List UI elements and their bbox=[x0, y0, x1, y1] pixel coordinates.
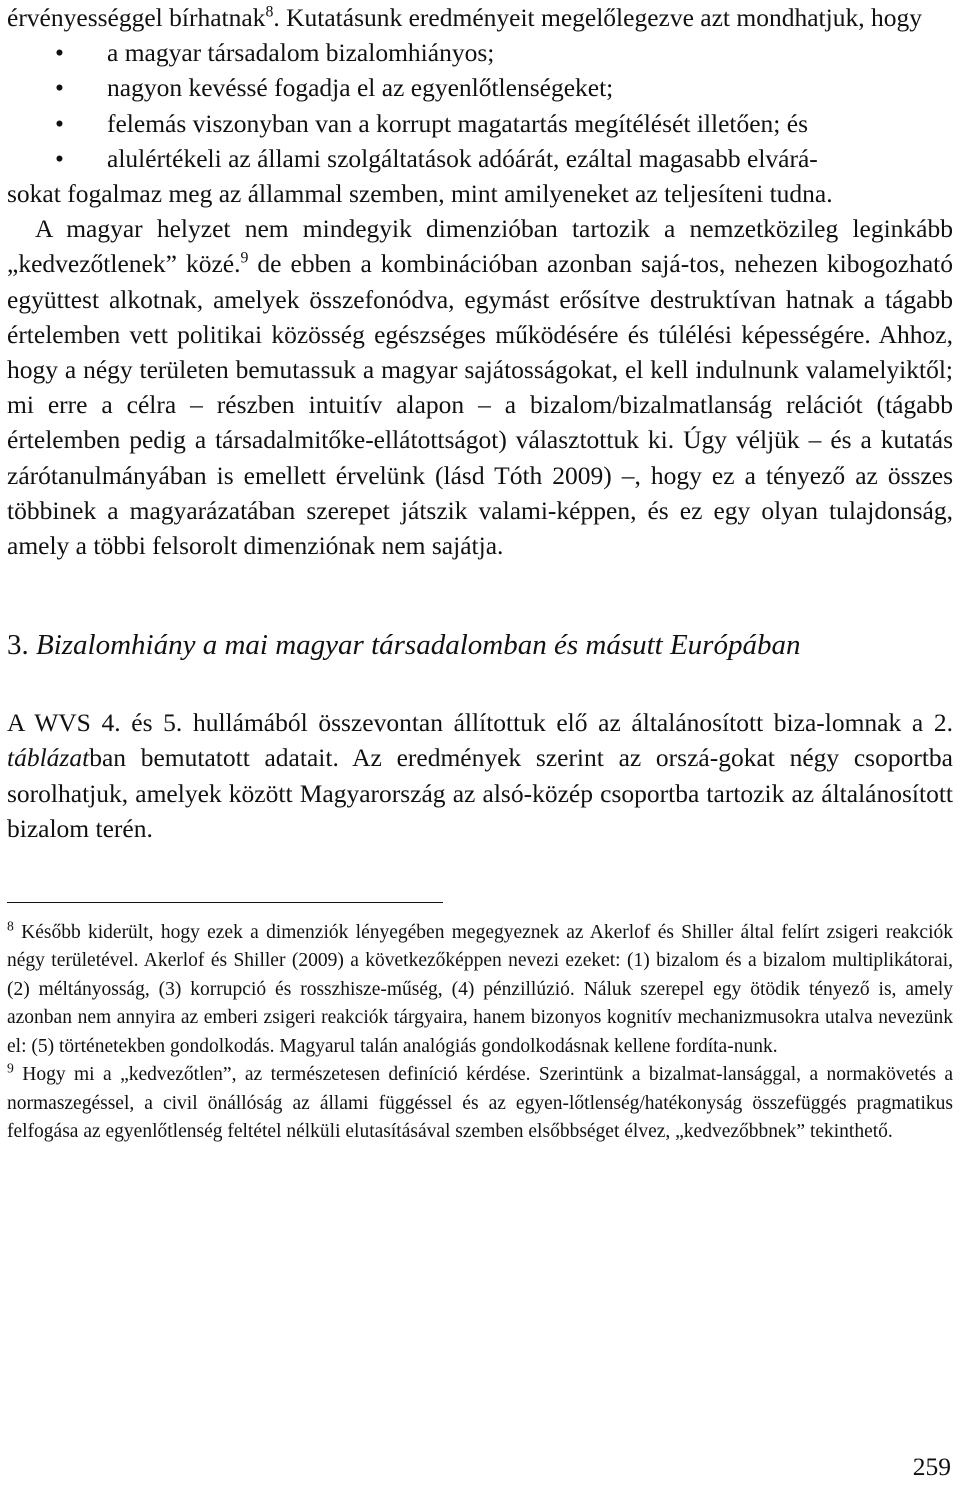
footnotes bbox=[7, 919, 953, 1146]
list-item-text: alulértékeli az állami szolgáltatások adóárát, ezáltal magasabb elvárá- bbox=[107, 143, 818, 173]
footnote-number: 9 bbox=[7, 1060, 14, 1076]
footnote-text: Később kiderült, hogy ezek a dimenziók lényegében megegyeznek az Akerlof és Shiller által felírt zsigeri reakciók négy területével. Akerlof és Shiller (2009) a következőképpen nevezi ezeket: (1) bizalom és a bizalom multiplikátorai, (2) méltányosság, (3) korrupció és rosszhisze-műség, (4) pénzillúzió. Náluk szerepel egy ötödik tényező is, amely azonban nem annyira az emberi zsigeri reakciók tárgyaira, hanem bizonyos kognitív mechanizmusokra utalva nevezünk el: (5) történetekben gondolkodás. Magyarul talán analógiás gondolkodásnak kellene fordíta-nunk. bbox=[7, 922, 953, 1057]
list-item-text: felemás viszonyban van a korrupt magatartás megítélését illetően; és bbox=[107, 108, 809, 138]
paragraph-text-cont: ban bemutatott adatait. Az eredmények szerint az orszá-gokat négy csoportba sorolhatjuk, amelyek között Magyarország az alsó-közép csoportba tartozik az általánosított bizalom terén. bbox=[7, 743, 953, 843]
list-item bbox=[7, 106, 953, 141]
intro-text-cont: . Kutatásunk eredményeit megelőlegezve azt mondhatjuk, hogy bbox=[273, 3, 922, 32]
list-item bbox=[7, 35, 953, 70]
table-ref-word: táblázat bbox=[7, 743, 90, 773]
list-item bbox=[7, 70, 953, 105]
bullet-icon: • bbox=[55, 38, 64, 68]
intro-text: érvényességgel bírhatnak bbox=[7, 3, 266, 32]
body-paragraph bbox=[7, 211, 953, 563]
footnote-8 bbox=[7, 919, 953, 1061]
footnote-9 bbox=[7, 1061, 953, 1146]
section-heading bbox=[7, 625, 953, 665]
table-ref-number: 2. bbox=[933, 708, 953, 738]
paragraph-text-cont: de ebben a kombinációban azonban sajá-tos, nehezen kibogozható együttest alkotnak, amelyek összefonódva, egymást erősítve destruktívan hatnak a tágabb értelemben vett politikai közösség egészséges működésére és túlélési képességére. Ahhoz, hogy a négy területen bemutassuk a magyar sajátosságokat, el kell indulnunk valamelyiktől; mi erre a célra – részben intuitív alapon – a bizalom/bizalmatlanság relációt (tágabb értelemben pedig a társadalmitőke-ellátottságot) választottuk ki. Úgy véljük – és a kutatás zárótanulmányában is emellett érvelünk (lásd Tóth 2009) –, hogy ez a tényező az összes többinek a magyarázatában szerepet játszik valami-képpen, és ez egy olyan tulajdonság, amely a többi felsorolt dimenziónak nem sajátja. bbox=[7, 249, 953, 561]
list-item-text: a magyar társadalom bizalomhiányos; bbox=[107, 38, 495, 68]
footnote-ref-9[interactable]: 9 bbox=[240, 249, 249, 267]
intro-paragraph bbox=[7, 0, 953, 35]
page-number: 259 bbox=[912, 1452, 951, 1481]
bullet-continuation: sokat fogalmaz meg az állammal szemben, mint amilyeneket az teljesíteni tudna. bbox=[7, 179, 833, 209]
list-item-text: nagyon kevéssé fogadja el az egyenlőtlenségeket; bbox=[107, 73, 614, 103]
footnote-number: 8 bbox=[7, 918, 14, 934]
bullet-icon: • bbox=[55, 143, 64, 173]
list-item bbox=[7, 141, 953, 176]
document-page bbox=[7, 0, 953, 1493]
section-title: Bizalomhiány a mai magyar társadalomban és másutt Európában bbox=[36, 629, 801, 662]
paragraph-text: A WVS 4. és 5. hullámából összevontan állítottuk elő az általánosított biza-lomnak a bbox=[7, 708, 934, 738]
section-number: 3. bbox=[7, 629, 29, 662]
paragraph-text: A magyar helyzet nem mindegyik dimenzióban tartozik a nemzetközileg leginkább „kedvezőtlenek” közé. bbox=[7, 214, 953, 279]
footnote-separator bbox=[7, 902, 443, 903]
section-paragraph bbox=[7, 705, 953, 846]
bullet-icon: • bbox=[55, 108, 64, 138]
findings-list bbox=[7, 35, 953, 176]
footnote-text: Hogy mi a „kedvezőtlen”, az természetesen definíció kérdése. Szerintünk a bizalmat-lansággal, a normakövetés a normaszegéssel, a civil önállóság az állami függéssel és az egyen-lőtlenség/hatékonyság összefüggés pragmatikus felfogása az egyenlőtlenség feltétel nélküli elutasításával szemben elsőbbséget élvez, „kedvezőbbnek” tekinthető. bbox=[7, 1064, 953, 1142]
bullet-icon: • bbox=[55, 73, 64, 103]
footnote-ref-8[interactable]: 8 bbox=[265, 3, 274, 21]
